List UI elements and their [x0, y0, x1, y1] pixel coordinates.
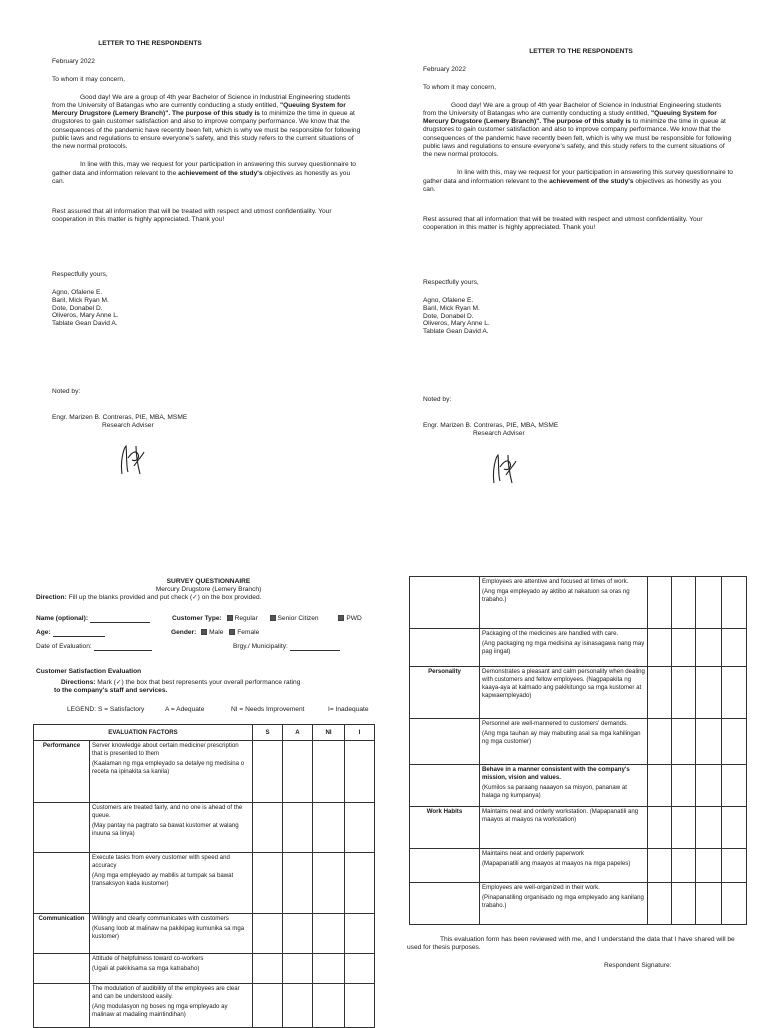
rating-cell-a[interactable] [283, 984, 313, 1028]
rating-cell-s[interactable] [253, 914, 283, 954]
rating-cell-i[interactable] [722, 807, 747, 849]
category-cell [410, 883, 480, 925]
adviser-name: Engr. Marizen B. Contreras, PIE, MBA, MSME [423, 421, 559, 429]
para1-text-b: to minimize the time in queue at drugstores to gain customer satisfaction and also to improve company performance. We know that the consequences of the pandemic have recently been felt, which is why we must be responsible for following public laws and regulations to ensure everyone's safety, and this study refers to the current situations of the new normal protocols. [423, 118, 732, 159]
adviser-signature-image [114, 440, 148, 480]
rating-cell-s[interactable] [253, 984, 283, 1028]
letter-closing: Respectfully yours, [423, 278, 479, 286]
author-list [423, 297, 733, 337]
statement-cell: Maintains neat and orderly paperwork (Mapapanatili ang maayos at maayos na mga papeles) [480, 849, 648, 883]
letter-paragraph-3: Rest assured that all information that will be treated with respect and utmost confidentiality. Your cooperation in this matter is highly appreciated. Thank you! [423, 216, 703, 232]
rating-cell-a[interactable] [672, 629, 696, 667]
rating-cell-a[interactable] [672, 667, 696, 719]
rating-cell-s[interactable] [648, 807, 672, 849]
author-name: Dote, Donabel D. [423, 312, 474, 320]
rating-cell-s[interactable] [648, 719, 672, 765]
statement-cell: Maintains neat and orderly workstation. (Mapapanatili ang maayos at maayos na workstation) [480, 807, 648, 849]
letter-paragraph-1 [52, 94, 362, 152]
letter-closing: Respectfully yours, [52, 270, 108, 278]
header-a: A [283, 725, 313, 741]
statement-cell: Employees are well-organized in their work. (Pinapanatiling organisado ng mga empleyado ang kanilang trabaho.) [480, 883, 648, 925]
senior-citizen-checkbox[interactable] [270, 615, 276, 621]
table-row [410, 849, 747, 883]
rating-cell-i[interactable] [345, 954, 375, 984]
rating-cell-ni[interactable] [313, 954, 345, 984]
para1-study-title: "Queuing System for Mercury Drugstore (Lemery Branch)". The purpose of this study is [52, 101, 346, 118]
legend-i: I= Inadequate [328, 705, 369, 713]
adviser-title: Research Adviser [473, 429, 525, 437]
rating-cell-i[interactable] [345, 853, 375, 914]
rating-cell-i[interactable] [722, 849, 747, 883]
date-of-evaluation-label: Date of Evaluation: [36, 643, 92, 650]
statement-cell: Packaging of the medicines are handled with care. (Ang packaging ng mga medisina ay isinasagawa nang may pag iingat) [480, 629, 648, 667]
rating-cell-i[interactable] [722, 577, 747, 629]
letter-title: LETTER TO THE RESPONDENTS [98, 40, 202, 47]
rating-cell-a[interactable] [283, 954, 313, 984]
rating-cell-ni[interactable] [696, 719, 722, 765]
rating-cell-ni[interactable] [313, 741, 345, 803]
age-label: Age: [36, 629, 51, 636]
rating-cell-s[interactable] [253, 954, 283, 984]
table-row [410, 629, 747, 667]
statement-cell: Customers are treated fairly, and no one is ahead of the queue. (May pantay na pagtrato sa bawat kustomer at walang inuuna sa linya) [90, 803, 253, 853]
legend-a: A = Adequate [165, 705, 205, 713]
category-cell [34, 984, 90, 1028]
rating-cell-i[interactable] [722, 667, 747, 719]
adviser-name: Engr. Marizen B. Contreras, PIE, MBA, MSME [52, 413, 188, 421]
name-field[interactable] [90, 615, 150, 623]
name-label: Name (optional): [36, 615, 89, 622]
survey-title: SURVEY QUESTIONNAIRE [166, 578, 251, 585]
letter-right [423, 48, 733, 438]
rating-cell-s[interactable] [253, 803, 283, 853]
rating-cell-i[interactable] [722, 719, 747, 765]
para1-text-a: Good day! We are a group of 4th year Bachelor of Science in Industrial Engineering students from the University of Batangas who are currently conducting a study entitled, [52, 93, 351, 109]
female-checkbox[interactable] [229, 629, 235, 635]
para1-text-a: Good day! We are a group of 4th year Bachelor of Science in Industrial Engineering students from the University of Batangas who are currently conducting a study entitled, [423, 101, 722, 117]
female-option-label: Female [237, 629, 260, 636]
adviser-title: Research Adviser [102, 421, 154, 429]
rating-cell-s[interactable] [648, 667, 672, 719]
rating-cell-ni[interactable] [696, 629, 722, 667]
letter-paragraph-2 [423, 169, 733, 194]
header-i: I [345, 725, 375, 741]
table-row [410, 883, 747, 925]
customer-type-label: Customer Type: [172, 615, 222, 622]
category-cell [410, 849, 480, 883]
evaluation-table-left [33, 724, 375, 1028]
rating-cell-i[interactable] [345, 914, 375, 954]
rating-cell-i[interactable] [345, 984, 375, 1028]
rating-cell-s[interactable] [648, 629, 672, 667]
rating-cell-a[interactable] [672, 577, 696, 629]
directions-continued: to the company's staff and services. [54, 687, 168, 695]
para1-study-title: "Queuing System for Mercury Drugstore (Lemery Branch)". The purpose of this study is [423, 109, 717, 126]
rating-cell-i[interactable] [345, 803, 375, 853]
statement-cell: Behave in a manner consistent with the company's mission, vision and values. (Kumilos sa paraang naaayon sa misyon, pananaw at halaga ng kumpanya) [480, 765, 648, 807]
rating-cell-ni[interactable] [313, 914, 345, 954]
table-row [410, 577, 747, 629]
table-row [410, 807, 747, 849]
legend-label: LEGEND: [67, 705, 96, 713]
table-row [34, 853, 375, 914]
table-row [410, 765, 747, 807]
header-ni: NI [313, 725, 345, 741]
rating-cell-s[interactable] [648, 765, 672, 807]
author-name: Baril, Mick Ryan M. [52, 296, 109, 304]
category-cell [34, 853, 90, 914]
respondent-info-form [36, 615, 381, 657]
letter-date: February 2022 [423, 66, 466, 74]
category-cell [410, 629, 480, 667]
author-list [52, 289, 362, 329]
rating-cell-a[interactable] [672, 765, 696, 807]
rating-cell-ni[interactable] [696, 849, 722, 883]
brgy-municipality-label: Brgy./ Municipality: [233, 643, 288, 650]
rating-cell-s[interactable] [253, 741, 283, 803]
respondent-signature-label: Respondent Signature: [604, 962, 672, 969]
author-name: Dote, Donabel D. [52, 304, 103, 312]
para2-bold: achievement of the study's [549, 177, 634, 185]
rating-cell-i[interactable] [345, 741, 375, 803]
adviser-signature-image [486, 449, 520, 489]
rating-cell-ni[interactable] [696, 883, 722, 925]
legend-ni: NI = Needs Improvement [231, 705, 305, 713]
brgy-municipality-field[interactable] [290, 643, 340, 651]
para1-text-b: to minimize the time in queue at drugstores to gain customer satisfaction and also to improve company performance. We know that the consequences of the pandemic have recently been felt, which is why we must be responsible for following public laws and regulations to ensure everyone's safety, and this study refers to the current situations of the new normal protocols. [52, 110, 361, 151]
rating-cell-a[interactable] [672, 719, 696, 765]
letter-date: February 2022 [52, 58, 95, 66]
regular-option-label: Regular [234, 615, 258, 622]
author-name: Tablate Gean David A. [52, 320, 118, 328]
section-title: Customer Satisfaction Evaluation [36, 668, 142, 675]
rating-cell-a[interactable] [283, 914, 313, 954]
rating-cell-a[interactable] [283, 803, 313, 853]
table-row [34, 984, 375, 1028]
header-evaluation-factors: EVALUATION FACTORS [34, 725, 253, 741]
rating-cell-a[interactable] [672, 849, 696, 883]
noted-by-label: Noted by: [52, 388, 81, 396]
author-name: Tablate Gean David A. [423, 328, 489, 336]
statement-cell: Willingly and clearly communicates with customers (Kusang loob at malinaw na pakikipag kumunika sa mga kustomer) [90, 914, 253, 954]
statement-cell: Server knowledge about certain medicine/ prescription that is presented to them (Kaalaman ng mga empleyado sa detalye ng medisina o receta na ipinakita sa kanila) [90, 741, 253, 803]
para2-text-b: objectives as honestly as you can. [423, 177, 722, 193]
statement-cell: Personnel are well-mannered to customers' demands. (Ang mga tauhan ay may mabuting asal sa mga kahilingan ng mga customer) [480, 719, 648, 765]
letter-salutation: To whom it may concern, [52, 76, 125, 84]
category-cell: Performance [34, 741, 90, 803]
category-cell [410, 577, 480, 629]
para2-bold: achievement of the study's [178, 169, 263, 177]
rating-cell-ni[interactable] [313, 984, 345, 1028]
author-name: Baril, Mick Ryan M. [423, 304, 480, 312]
rating-legend [36, 706, 381, 718]
rating-cell-s[interactable] [253, 853, 283, 914]
rating-cell-i[interactable] [722, 629, 747, 667]
rating-cell-ni[interactable] [696, 807, 722, 849]
author-name: Agno, Ofalene E. [423, 296, 474, 304]
senior-citizen-option-label: Senior Citizen [277, 615, 319, 622]
statement-cell: Employees are attentive and focused at times of work. (Ang mga empleyado ay aktibo at nakatuon sa oras ng trabaho.) [480, 577, 648, 629]
rating-cell-i[interactable] [722, 883, 747, 925]
table-row [34, 803, 375, 853]
survey-subtitle: Mercury Drugstore (Lemery Branch) [155, 586, 262, 594]
letter-title: LETTER TO THE RESPONDENTS [529, 48, 633, 55]
evaluation-instructions [36, 668, 381, 718]
table-row [34, 954, 375, 984]
survey-direction: Direction: Fill up the blanks provided and put check (✓) on the box provided. [36, 594, 262, 602]
rating-cell-a[interactable] [672, 883, 696, 925]
table-row [410, 667, 747, 719]
rating-cell-i[interactable] [722, 765, 747, 807]
evaluation-table-right [409, 576, 747, 925]
regular-checkbox[interactable] [227, 615, 233, 621]
letter-paragraph-2 [52, 161, 362, 186]
rating-cell-s[interactable] [648, 849, 672, 883]
legend-s: S = Satisfactory [98, 705, 145, 713]
para2-text-a: In line with this, may we request for your participation in answering this survey questionnaire to gather data and information relevant to the [52, 161, 356, 177]
category-cell [410, 719, 480, 765]
para2-text-b: objectives as honestly as you can. [52, 169, 351, 185]
review-statement: This evaluation form has been reviewed with me, and I understand the data that I have shared will be used for thesis purposes. [407, 936, 735, 952]
rating-cell-ni[interactable] [696, 667, 722, 719]
rating-cell-a[interactable] [283, 853, 313, 914]
gender-label: Gender: [171, 629, 197, 636]
age-field[interactable] [53, 629, 105, 637]
letter-paragraph-1 [423, 102, 733, 160]
category-cell [410, 765, 480, 807]
rating-cell-ni[interactable] [696, 577, 722, 629]
statement-cell: Demonstrates a pleasant and calm personality when dealing with customers and fellow employees. (Nagpapakita ng kaaya-aya at kalmado ang pakikitungo sa mga kustomer at kapwaempleyado) [480, 667, 648, 719]
statement-cell: Attitude of helpfulness toward co-workers (Ugali at pakikisama sa mga katrabaho) [90, 954, 253, 984]
category-cell: Personality [410, 667, 480, 719]
category-cell [34, 954, 90, 984]
noted-by-label: Noted by: [423, 396, 452, 404]
letter-salutation: To whom it may concern, [423, 84, 496, 92]
rating-cell-ni[interactable] [313, 803, 345, 853]
male-option-label: Male [209, 629, 224, 636]
author-name: Agno, Ofalene E. [52, 288, 103, 296]
table-row [410, 719, 747, 765]
rating-cell-ni[interactable] [313, 853, 345, 914]
male-checkbox[interactable] [201, 629, 207, 635]
statement-cell: Execute tasks from every customer with speed and accuracy (Ang mga empleyado ay mabilis at tumpak sa bawat transaksyon kada kustomer) [90, 853, 253, 914]
rating-cell-s[interactable] [648, 883, 672, 925]
category-cell: Work Habits [410, 807, 480, 849]
rating-cell-a[interactable] [672, 807, 696, 849]
pwd-checkbox[interactable] [338, 615, 344, 621]
letter-paragraph-3: Rest assured that all information that will be treated with respect and utmost confidentiality. Your cooperation in this matter is highly appreciated. Thank you! [52, 208, 332, 224]
para2-text-a: In line with this, may we request for your participation in answering this survey questionnaire to gather data and information relevant to the [423, 169, 733, 185]
date-of-evaluation-field[interactable] [94, 643, 152, 651]
author-name: Oliveros, Mary Anne L. [52, 312, 119, 320]
survey-header [36, 578, 381, 603]
statement-cell: The modulation of audibility of the employees are clear and can be understood easily. (Ang modulasyon ng boses ng mga empleyado ay malinaw at madaling maintindihan) [90, 984, 253, 1028]
table-row [34, 741, 375, 803]
rating-cell-s[interactable] [648, 577, 672, 629]
directions: Directions: Mark (✓) the box that best represents your overall performance rating [61, 679, 301, 687]
letter-left [52, 40, 362, 430]
pwd-option-label: PWD [346, 615, 362, 622]
rating-cell-a[interactable] [283, 741, 313, 803]
rating-cell-ni[interactable] [696, 765, 722, 807]
category-cell [34, 803, 90, 853]
header-s: S [253, 725, 283, 741]
table-row [34, 914, 375, 954]
category-cell: Communication [34, 914, 90, 954]
author-name: Oliveros, Mary Anne L. [423, 320, 490, 328]
